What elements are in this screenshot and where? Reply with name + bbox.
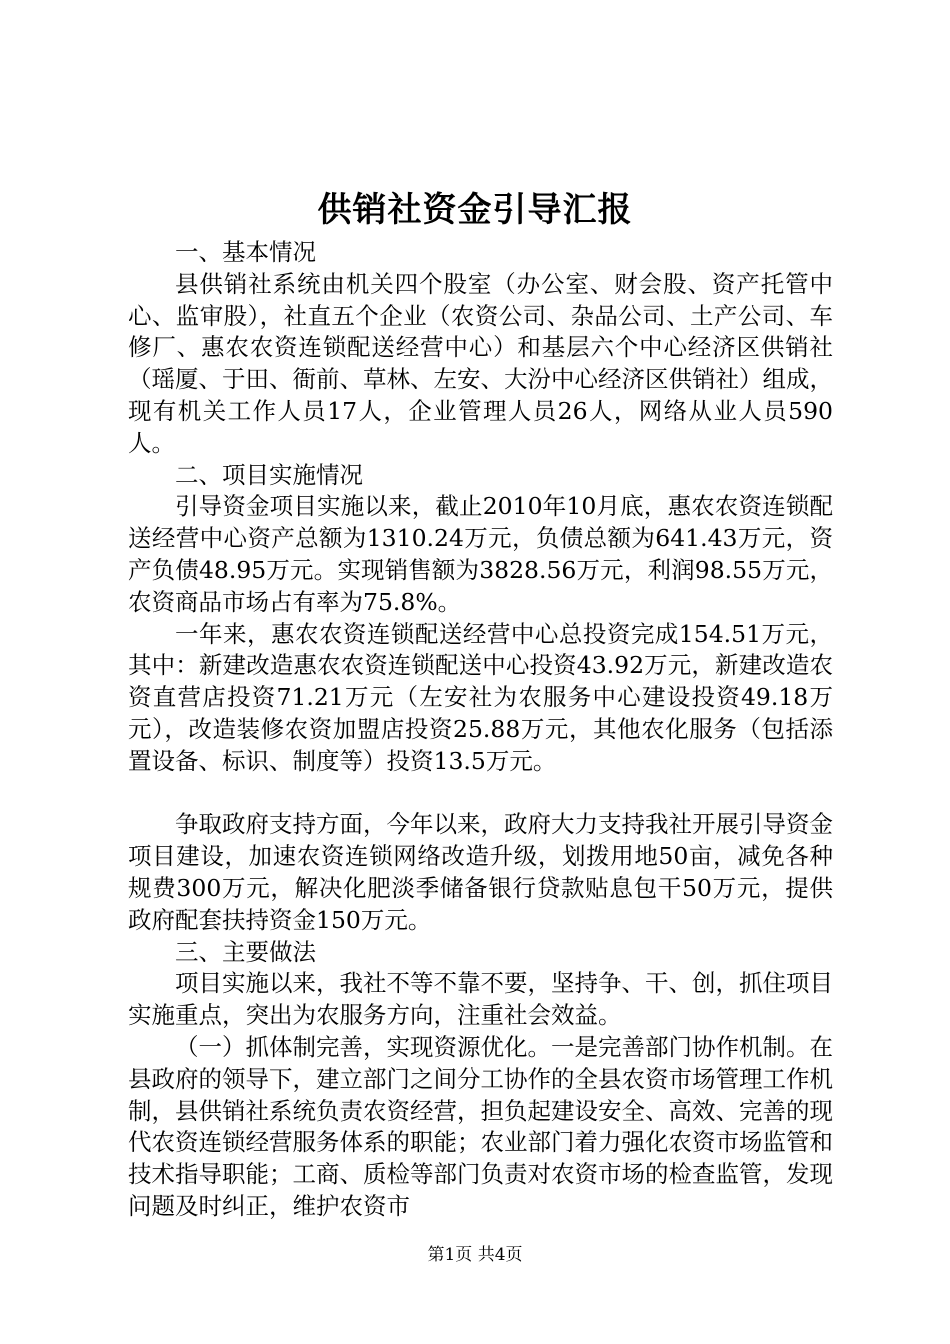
document-body: [128, 237, 833, 1223]
section-heading-project-status: 二、项目实施情况: [175, 460, 363, 489]
paragraph-project-assets: 引导资金项目实施以来，截止2010年10月底，惠农农资连锁配送经营中心资产总额为1310.24万元，负债总额为641.43万元，资产负债48.95万元。实现销售额为3828.56万元，利润98.55万元，农资商品市场占有率为75.8%。: [128, 492, 833, 616]
paragraph-basic-info: 县供销社系统由机关四个股室（办公室、财会股、资产托管中心、监审股），社直五个企业（农资公司、杂品公司、土产公司、车修厂、惠农农资连锁配送经营中心）和基层六个中心经济区供销社（瑶厦、于田、衙前、草林、左安、大汾中心经济区供销社）组成，现有机关工作人员17人，企业管理人员26人，网络从业人员590人。: [128, 269, 833, 457]
paragraph-practices-intro: 项目实施以来，我社不等不靠不要，坚持争、干、创，抓住项目实施重点，突出为农服务方向，注重社会效益。: [128, 969, 833, 1030]
paragraph-investment: 一年来，惠农农资连锁配送经营中心总投资完成154.51万元，其中：新建改造惠农农资连锁配送中心投资43.92万元，新建改造农资直营店投资71.21万元（左安社为农服务中心建设投资49.18万元），改造装修农资加盟店投资25.88万元，其他农化服务（包括添置设备、标识、制度等）投资13.5万元。: [128, 619, 833, 775]
page-number: 第1页 共4页: [427, 1245, 523, 1265]
paragraph-system-improvement: （一）抓体制完善，实现资源优化。一是完善部门协作机制。在县政府的领导下，建立部门之间分工协作的全县农资市场管理工作机制，县供销社系统负责农资经营，担负起建设安全、高效、完善的现代农资连锁经营服务体系的职能；农业部门着力强化农资市场监管和技术指导职能；工商、质检等部门负责对农资市场的检查监管，发现问题及时纠正，维护农资市: [128, 1032, 833, 1220]
document-title: 供销社资金引导汇报: [317, 190, 633, 230]
paragraph-government-support: 争取政府支持方面，今年以来，政府大力支持我社开展引导资金项目建设，加速农资连锁网络改造升级，划拨用地50亩，减免各种规费300万元，解决化肥淡季储备银行贷款贴息包干50万元，提供政府配套扶持资金150万元。: [128, 810, 833, 934]
section-heading-basic-info: 一、基本情况: [175, 238, 316, 266]
section-heading-main-practices: 三、主要做法: [175, 937, 316, 966]
